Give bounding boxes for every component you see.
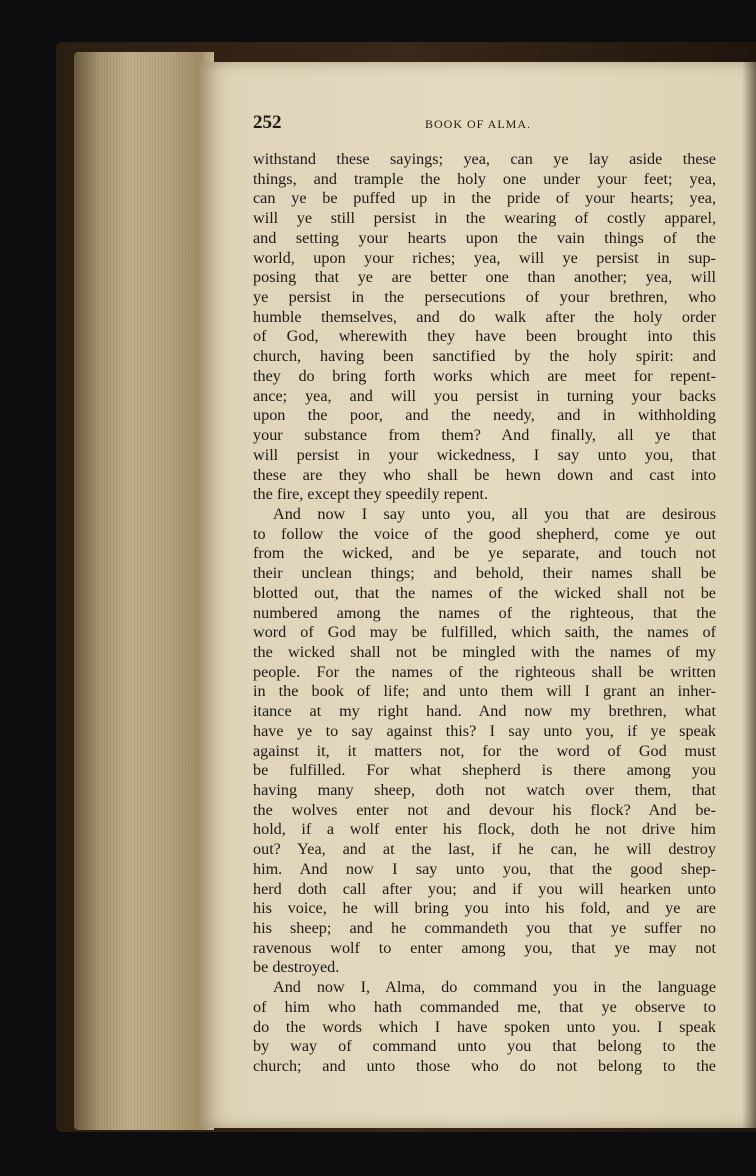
page-edges xyxy=(74,52,214,1130)
text-line: itance at my right hand. And now my brethren, what xyxy=(253,702,716,721)
text-line: church; and unto those who do not belong to the xyxy=(253,1057,716,1076)
text-line: And now I say unto you, all you that are desirous xyxy=(273,504,716,523)
text-line: posing that ye are better one than another; yea, will xyxy=(253,268,716,287)
text-line: your substance from them? And finally, all ye that xyxy=(253,426,716,445)
text-line: out? Yea, and at the last, if he can, he will destroy xyxy=(253,840,716,859)
text-line: having many sheep, doth not watch over them, that xyxy=(253,781,716,799)
text-line: have ye to say against this? I say unto you, if ye speak xyxy=(253,721,716,740)
text-line: numbered among the names of the righteous, that the xyxy=(253,603,716,622)
text-line: from the wicked, and be ye separate, and touch not xyxy=(253,544,716,563)
text-line: withstand these sayings; yea, can ye lay aside these xyxy=(253,150,716,168)
text-line: blotted out, that the names of the wicked shall not be xyxy=(253,583,716,602)
text-line: herd doth call after you; and if you will hearken unto xyxy=(253,879,716,898)
text-line: ye persist in the persecutions of your brethren, who xyxy=(253,288,716,307)
text-line: and setting your hearts upon the vain things of the xyxy=(253,228,716,247)
text-line: will persist in your wickedness, I say unto you, that xyxy=(253,445,716,464)
text-line: be destroyed. xyxy=(253,958,340,977)
text-line: ravenous wolf to enter among you, that ye may not xyxy=(253,938,716,957)
text-line: of God, wherewith they have been brought into this xyxy=(253,327,716,346)
text-line: to follow the voice of the good shepherd, come ye out xyxy=(253,524,716,543)
text-line: the wicked shall not be mingled with the names of my xyxy=(253,642,716,661)
text-line: things, and trample the holy one under your feet; yea, xyxy=(253,169,716,188)
text-line: can ye be puffed up in the pride of your hearts; yea, xyxy=(253,189,716,208)
page-edge-shadow xyxy=(742,62,756,1128)
text-line: by way of command unto you that belong to the xyxy=(253,1037,716,1056)
text-line: word of God may be fulfilled, which saith, the names of xyxy=(253,623,716,642)
text-line: they do bring forth works which are meet for repent- xyxy=(253,366,716,385)
text-body xyxy=(253,150,716,1077)
text-line: world, upon your riches; yea, will ye persist in sup- xyxy=(253,248,716,267)
text-line: against it, it matters not, for the word of God must xyxy=(253,741,716,760)
text-line: of him who hath commanded me, that ye observe to xyxy=(253,997,716,1016)
text-line: him. And now I say unto you, that the good shep- xyxy=(253,859,716,878)
text-line: And now I, Alma, do command you in the language xyxy=(273,978,716,997)
text-line: will ye still persist in the wearing of costly apparel, xyxy=(253,209,716,228)
page-number: 252 xyxy=(253,112,282,133)
text-line: his sheep; and he commandeth you that ye suffer no xyxy=(253,919,716,938)
text-line: people. For the names of the righteous shall be written xyxy=(253,662,716,681)
text-line: the wolves enter not and devour his flock? And be- xyxy=(253,800,716,819)
text-line: church, having been sanctified by the holy spirit: and xyxy=(253,347,716,366)
text-line: these are they who shall be hewn down and cast into xyxy=(253,465,716,484)
text-line: his voice, he will bring you into his fold, and ye are xyxy=(253,899,716,918)
text-line: the fire, except they speedily repent. xyxy=(253,485,489,504)
text-line: be fulfilled. For what shepherd is there among you xyxy=(253,761,716,780)
text-line: humble themselves, and do walk after the holy order xyxy=(253,307,716,326)
text-line: their unclean things; and behold, their names shall be xyxy=(253,564,716,583)
page-header xyxy=(253,112,723,136)
running-head: BOOK OF ALMA. xyxy=(425,117,532,131)
text-line: hold, if a wolf enter his flock, doth he not drive him xyxy=(253,820,716,839)
text-line: do the words which I have spoken unto you. I speak xyxy=(253,1017,716,1036)
text-line: ance; yea, and will you persist in turning your backs xyxy=(253,386,716,405)
text-line: in the book of life; and unto them will I grant an inher- xyxy=(253,682,716,701)
text-line: upon the poor, and the needy, and in withholding xyxy=(253,406,716,425)
